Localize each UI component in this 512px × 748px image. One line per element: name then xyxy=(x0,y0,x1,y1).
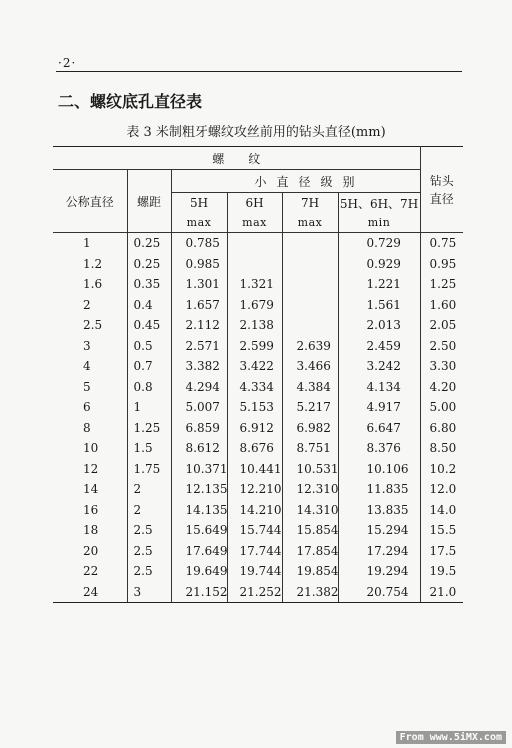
max-5h-cell: 8.612 xyxy=(171,438,227,459)
max-6h-cell: 2.599 xyxy=(227,336,282,357)
drill-diameter-table xyxy=(53,146,463,603)
max-7h-cell: 12.310 xyxy=(282,479,338,500)
max-5h-cell: 17.649 xyxy=(171,541,227,562)
pitch-cell: 0.25 xyxy=(127,254,171,275)
max-7h-cell: 3.466 xyxy=(282,356,338,377)
thread-group-header: 螺 纹 xyxy=(53,147,420,170)
table-row xyxy=(53,356,463,377)
drill-diameter-cell: 21.0 xyxy=(420,582,463,603)
table-row xyxy=(53,315,463,336)
table-row xyxy=(53,336,463,357)
pitch-cell: 1.25 xyxy=(127,418,171,439)
max-7h-cell: 4.384 xyxy=(282,377,338,398)
min-567h-cell: 11.835 xyxy=(338,479,420,500)
max-6h-cell: 15.744 xyxy=(227,520,282,541)
max-6h-cell: 14.210 xyxy=(227,500,282,521)
max-6h-cell: 17.744 xyxy=(227,541,282,562)
min-567h-cell: 8.376 xyxy=(338,438,420,459)
table-row xyxy=(53,541,463,562)
drill-diameter-cell: 10.2 xyxy=(429,461,457,476)
pitch-cell: 2.5 xyxy=(127,561,171,582)
col-5h-max: max xyxy=(171,213,227,233)
max-5h-cell: 0.985 xyxy=(171,254,227,275)
col-567h-min: min xyxy=(338,213,420,233)
nominal-diameter-cell: 3 xyxy=(53,336,127,357)
nominal-diameter-cell: 20 xyxy=(53,541,127,562)
pitch-cell: 0.25 xyxy=(127,233,171,254)
max-7h-cell xyxy=(282,254,338,275)
max-6h-cell xyxy=(227,233,282,254)
drill-diameter-cell: 5.00 xyxy=(429,400,457,415)
pitch-cell: 1 xyxy=(127,397,171,418)
max-5h-cell: 21.152 xyxy=(171,582,227,603)
table-row xyxy=(53,233,463,254)
pitch-cell: 2 xyxy=(127,479,171,500)
max-5h-cell: 1.657 xyxy=(171,295,227,316)
min-567h-cell: 13.835 xyxy=(338,500,420,521)
table-row xyxy=(53,561,463,582)
nominal-diameter-header: 公称直径 xyxy=(53,170,127,233)
nominal-diameter-cell: 1.6 xyxy=(53,274,127,295)
nominal-diameter-cell: 22 xyxy=(53,561,127,582)
drill-diameter-cell: 8.50 xyxy=(429,441,457,456)
min-567h-cell: 4.134 xyxy=(338,377,420,398)
drill-diameter-cell: 3.30 xyxy=(429,359,457,374)
max-5h-cell: 5.007 xyxy=(171,397,227,418)
nominal-diameter-cell: 16 xyxy=(53,500,127,521)
min-567h-cell: 10.106 xyxy=(338,459,420,480)
nominal-diameter-cell: 1 xyxy=(53,233,127,254)
max-5h-cell: 19.649 xyxy=(171,561,227,582)
max-5h-cell: 2.112 xyxy=(171,315,227,336)
pitch-cell: 2.5 xyxy=(127,541,171,562)
nominal-diameter-cell: 5 xyxy=(53,377,127,398)
section-title: 二、螺纹底孔直径表 xyxy=(58,92,203,111)
max-7h-cell: 2.639 xyxy=(282,336,338,357)
max-6h-cell: 21.252 xyxy=(227,582,282,603)
col-7h-max: max xyxy=(282,213,338,233)
col-5h-header: 5H xyxy=(171,193,227,214)
max-5h-cell: 1.301 xyxy=(171,274,227,295)
table-row xyxy=(53,254,463,275)
nominal-diameter-cell: 8 xyxy=(53,418,127,439)
min-567h-cell: 19.294 xyxy=(338,561,420,582)
max-7h-cell: 5.217 xyxy=(282,397,338,418)
page-number: ·2· xyxy=(58,56,77,70)
drill-diameter-cell: 2.05 xyxy=(429,318,457,333)
max-7h-cell xyxy=(282,295,338,316)
max-7h-cell: 15.854 xyxy=(282,520,338,541)
nominal-diameter-cell: 4 xyxy=(53,356,127,377)
table-row xyxy=(53,479,463,500)
max-6h-cell: 3.422 xyxy=(227,356,282,377)
max-6h-cell: 5.153 xyxy=(227,397,282,418)
drill-diameter-cell: 1.60 xyxy=(429,297,457,312)
drill-diameter-cell: 12.0 xyxy=(429,482,457,497)
max-7h-cell: 17.854 xyxy=(282,541,338,562)
table-row xyxy=(53,274,463,295)
pitch-cell: 0.45 xyxy=(127,315,171,336)
drill-diameter-cell: 2.50 xyxy=(429,338,457,353)
pitch-cell: 2.5 xyxy=(127,520,171,541)
pitch-cell: 3 xyxy=(127,582,171,603)
max-6h-cell: 12.210 xyxy=(227,479,282,500)
table-row xyxy=(53,377,463,398)
nominal-diameter-cell: 6 xyxy=(53,397,127,418)
nominal-diameter-cell: 18 xyxy=(53,520,127,541)
pitch-cell: 2 xyxy=(127,500,171,521)
col-567h-header: 5H、6H、7H xyxy=(338,193,420,214)
pitch-cell: 0.35 xyxy=(127,274,171,295)
table-row xyxy=(53,582,463,603)
max-6h-cell xyxy=(227,254,282,275)
pitch-cell: 1.5 xyxy=(127,438,171,459)
table-row xyxy=(53,397,463,418)
max-7h-cell: 6.982 xyxy=(282,418,338,439)
drill-diameter-cell: 0.95 xyxy=(429,256,457,271)
max-7h-cell xyxy=(282,233,338,254)
max-6h-cell: 1.321 xyxy=(227,274,282,295)
nominal-diameter-cell: 10 xyxy=(53,438,127,459)
max-5h-cell: 2.571 xyxy=(171,336,227,357)
drill-diameter-cell: 17.5 xyxy=(429,543,457,558)
watermark: From www.5iMX.com xyxy=(396,731,506,744)
minor-diameter-group-header xyxy=(171,170,420,193)
table-row xyxy=(53,459,463,480)
header-rule xyxy=(56,71,462,72)
pitch-cell: 0.5 xyxy=(127,336,171,357)
max-5h-cell: 0.785 xyxy=(171,233,227,254)
drill-diameter-cell: 0.75 xyxy=(429,236,457,251)
pitch-cell: 0.4 xyxy=(127,295,171,316)
nominal-diameter-cell: 1.2 xyxy=(53,254,127,275)
max-6h-cell: 19.744 xyxy=(227,561,282,582)
min-567h-cell: 15.294 xyxy=(338,520,420,541)
max-5h-cell: 12.135 xyxy=(171,479,227,500)
drill-diameter-cell: 4.20 xyxy=(429,379,457,394)
nominal-diameter-cell: 24 xyxy=(53,582,127,603)
table-row xyxy=(53,295,463,316)
min-567h-cell: 6.647 xyxy=(338,418,420,439)
max-6h-cell: 4.334 xyxy=(227,377,282,398)
max-5h-cell: 4.294 xyxy=(171,377,227,398)
max-5h-cell: 3.382 xyxy=(171,356,227,377)
nominal-diameter-cell: 12 xyxy=(53,459,127,480)
drill-diameter-label: 钻头直径 xyxy=(429,173,454,206)
min-567h-cell: 3.242 xyxy=(338,356,420,377)
pitch-cell: 0.7 xyxy=(127,356,171,377)
max-5h-cell: 14.135 xyxy=(171,500,227,521)
max-5h-cell: 6.859 xyxy=(171,418,227,439)
max-7h-cell xyxy=(282,274,338,295)
min-567h-cell: 17.294 xyxy=(338,541,420,562)
max-6h-cell: 8.676 xyxy=(227,438,282,459)
col-6h-header: 6H xyxy=(227,193,282,214)
table-row xyxy=(53,520,463,541)
max-7h-cell: 14.310 xyxy=(282,500,338,521)
drill-diameter-cell: 6.80 xyxy=(429,420,457,435)
max-7h-cell: 8.751 xyxy=(282,438,338,459)
max-6h-cell: 6.912 xyxy=(227,418,282,439)
max-7h-cell: 10.531 xyxy=(282,459,338,480)
minor-diameter-group-label: 小直径级别 xyxy=(254,174,365,189)
max-7h-cell: 21.382 xyxy=(282,582,338,603)
min-567h-cell: 2.459 xyxy=(338,336,420,357)
max-6h-cell: 10.441 xyxy=(227,459,282,480)
max-6h-cell: 1.679 xyxy=(227,295,282,316)
nominal-diameter-cell: 14 xyxy=(53,479,127,500)
max-6h-cell: 2.138 xyxy=(227,315,282,336)
nominal-diameter-cell: 2.5 xyxy=(53,315,127,336)
drill-diameter-cell: 1.25 xyxy=(429,277,457,292)
max-5h-cell: 15.649 xyxy=(171,520,227,541)
pitch-cell: 1.75 xyxy=(127,459,171,480)
table-row xyxy=(53,418,463,439)
table-row xyxy=(53,500,463,521)
pitch-header: 螺距 xyxy=(127,170,171,233)
min-567h-cell: 1.561 xyxy=(338,295,420,316)
min-567h-cell: 0.929 xyxy=(338,254,420,275)
drill-diameter-cell: 19.5 xyxy=(429,564,457,579)
table-row xyxy=(53,438,463,459)
col-6h-max: max xyxy=(227,213,282,233)
nominal-diameter-cell: 2 xyxy=(53,295,127,316)
drill-diameter-cell: 14.0 xyxy=(429,502,457,517)
pitch-cell: 0.8 xyxy=(127,377,171,398)
min-567h-cell: 4.917 xyxy=(338,397,420,418)
min-567h-cell: 1.221 xyxy=(338,274,420,295)
col-7h-header: 7H xyxy=(282,193,338,214)
min-567h-cell: 2.013 xyxy=(338,315,420,336)
max-5h-cell: 10.371 xyxy=(171,459,227,480)
min-567h-cell: 20.754 xyxy=(338,582,420,603)
max-7h-cell: 19.854 xyxy=(282,561,338,582)
table-caption: 表 3 米制粗牙螺纹攻丝前用的钻头直径(mm) xyxy=(126,125,386,140)
max-7h-cell xyxy=(282,315,338,336)
drill-diameter-header xyxy=(420,147,463,233)
drill-diameter-cell: 15.5 xyxy=(429,523,457,538)
min-567h-cell: 0.729 xyxy=(338,233,420,254)
